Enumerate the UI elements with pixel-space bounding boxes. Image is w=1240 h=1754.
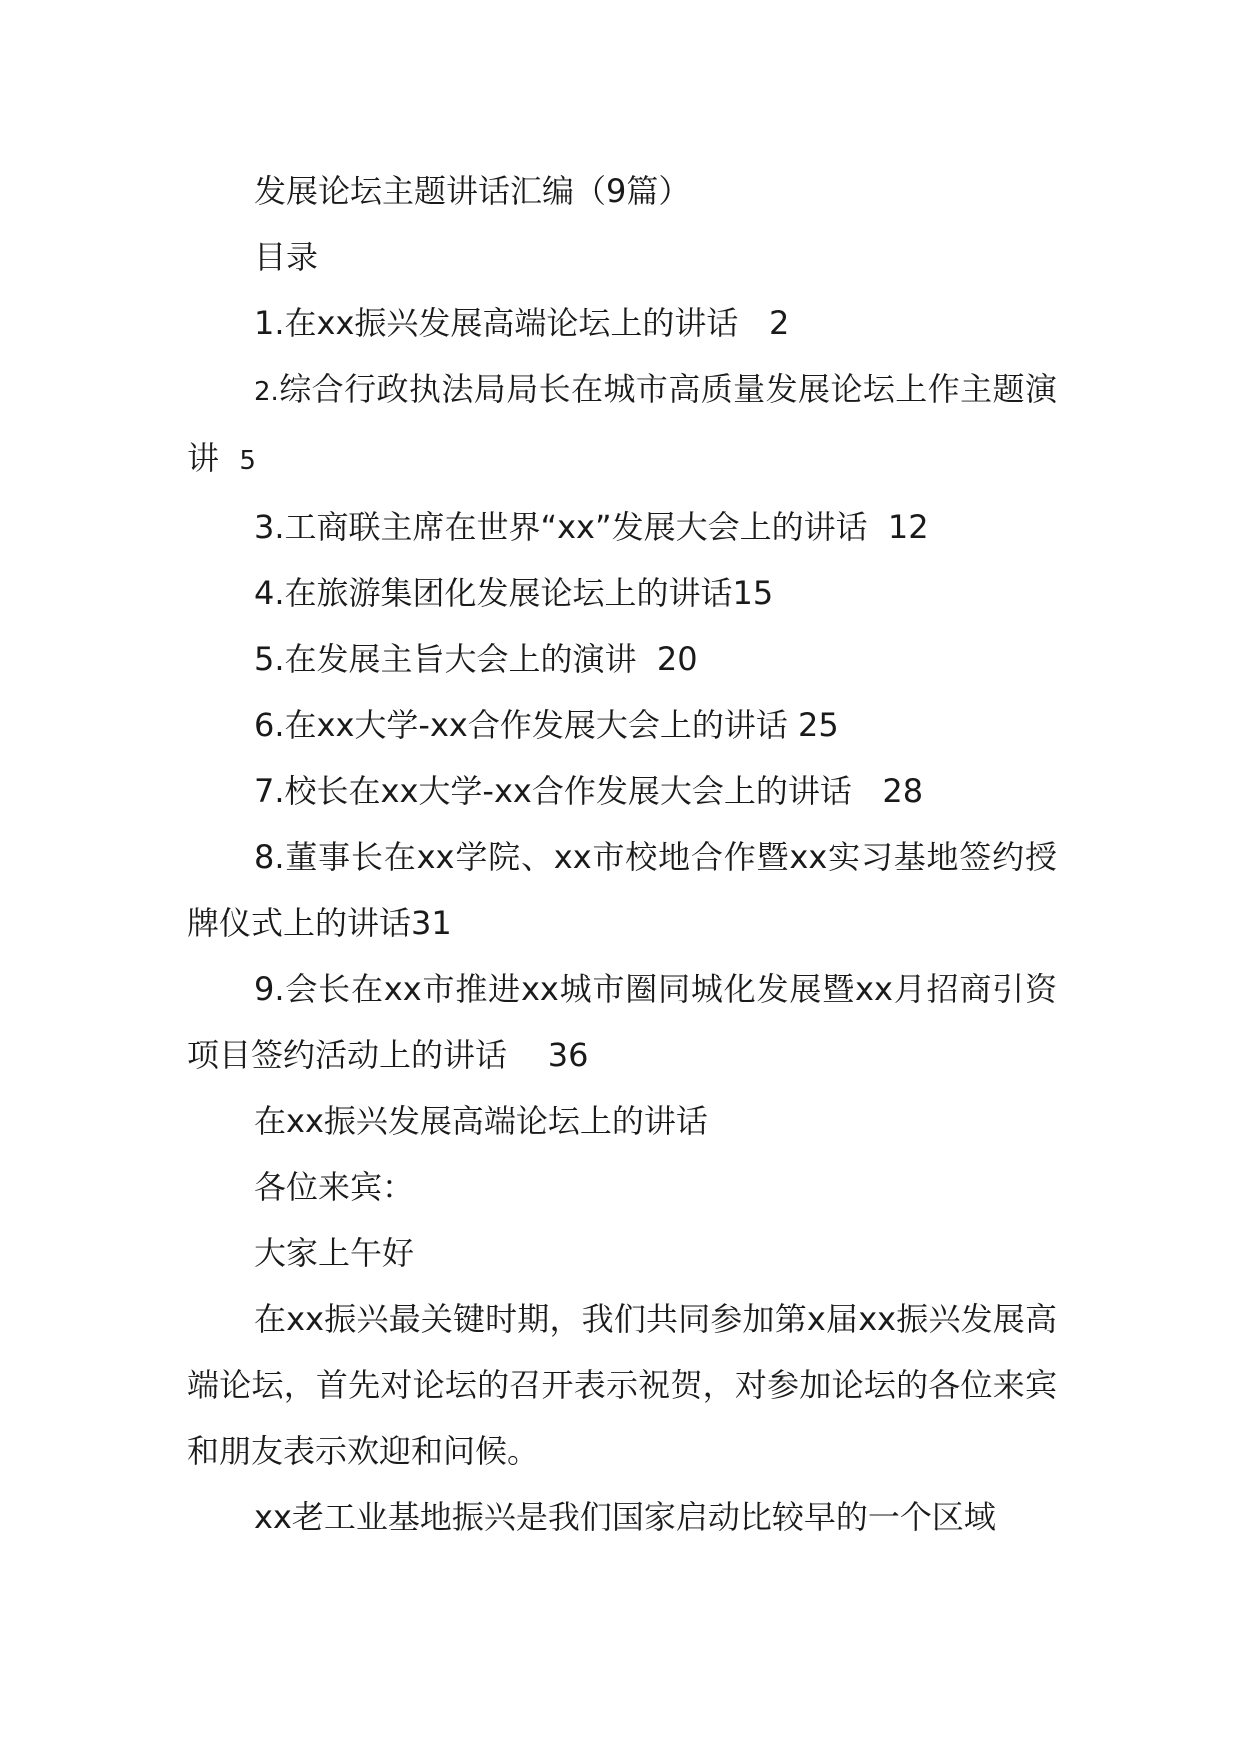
document-title: 发展论坛主题讲话汇编（9篇）: [254, 172, 691, 210]
toc-entry-7[interactable]: 7.校长在xx大学-xx合作发展大会上的讲话 28: [254, 772, 924, 810]
salutation: 各位来宾：: [254, 1168, 415, 1206]
greeting: 大家上午好: [254, 1234, 415, 1272]
section-title: 在xx振兴发展高端论坛上的讲话: [254, 1102, 708, 1140]
body-paragraph: 在xx振兴最关键时期，我们共同参加第x届xx振兴发展高端论坛，首先对论坛的召开表示祝贺，对参加论坛的各位来宾和朋友表示欢迎和问候。: [187, 1300, 1057, 1470]
toc-entry-2[interactable]: 2.综合行政执法局局长在城市高质量发展论坛上作主题演讲 5: [187, 370, 1057, 477]
toc-heading: 目录: [254, 238, 319, 276]
document-body: [187, 158, 1057, 1550]
body-paragraph: xx老工业基地振兴是我们国家启动比较早的一个区域: [254, 1498, 996, 1536]
toc-entry-3[interactable]: 3.工商联主席在世界“xx”发展大会上的讲话 12: [254, 508, 929, 546]
toc-entry-5[interactable]: 5.在发展主旨大会上的演讲 20: [254, 640, 698, 678]
toc-entry-4[interactable]: 4.在旅游集团化发展论坛上的讲话15: [254, 574, 774, 612]
toc-entry-6[interactable]: 6.在xx大学-xx合作发展大会上的讲话 25: [254, 706, 839, 744]
toc-entry-1[interactable]: 1.在xx振兴发展高端论坛上的讲话 2: [254, 304, 790, 342]
toc-entry-9[interactable]: 9.会长在xx市推进xx城市圈同城化发展暨xx月招商引资项目签约活动上的讲话 36: [187, 970, 1057, 1074]
toc-entry-8[interactable]: 8.董事长在xx学院、xx市校地合作暨xx实习基地签约授牌仪式上的讲话31: [187, 838, 1057, 942]
